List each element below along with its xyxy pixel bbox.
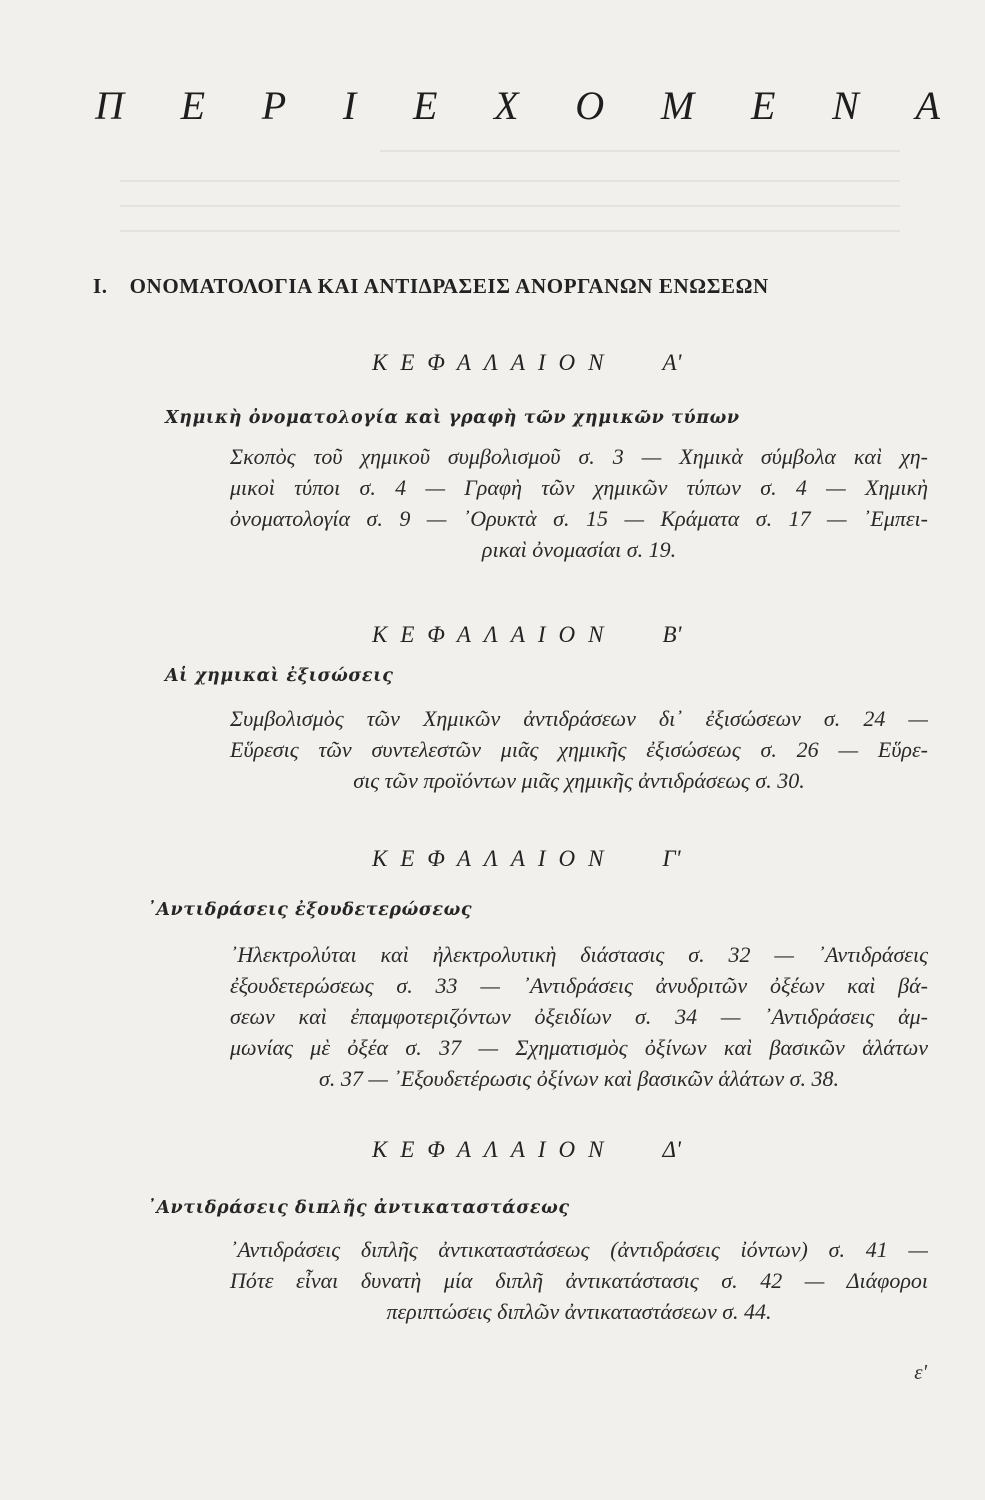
chapter-subtitle: ᾿Αντιδράσεις διπλῆς ἀντικαταστάσεως [147,1198,570,1218]
chapter-subtitle: Αἱ χημικαὶ ἐξισώσεις [165,666,394,686]
title-letter: Ε [180,83,206,128]
contents-line: ᾿Αντιδράσεις διπλῆς ἀντικαταστάσεως (ἀντιδράσεις ἰόντων) σ. 41 — [230,1237,928,1262]
title-letter: Ρ [261,83,287,128]
chapter-label: ΚΕΦΑΛΑΙΟΝ [372,1137,617,1162]
chapter-heading [372,1137,681,1163]
title-letter: Ε [750,83,776,128]
title-letter: Ν [832,83,859,128]
chapter-subtitle: Χημικὴ ὀνοματολογία καὶ γραφὴ τῶν χημικῶν τύπων [165,408,740,428]
chapter-heading [372,846,681,872]
chapter-label: ΚΕΦΑΛΑΙΟΝ [372,622,617,647]
contents-line: Πότε εἶναι δυνατὴ μία διπλῆ ἀντικατάστασις σ. 42 — Διάφοροι [230,1268,928,1293]
contents-line: σ. 37 — ᾿Εξουδετέρωσις ὀξίνων καὶ βασικῶν ἁλάτων σ. 38. [319,1066,839,1091]
chapter-ordinal: Α' [662,350,682,375]
part-title: ΟΝΟΜΑΤΟΛΟΓΙΑ ΚΑΙ ΑΝΤΙΔΡΑΣΕΙΣ ΑΝΟΡΓΑΝΩΝ ΕΝΩΣΕΩΝ [129,274,769,298]
part-heading [93,274,933,299]
contents-line: ὀνοματολογία σ. 9 — ᾿Ορυκτὰ σ. 15 — Κράματα σ. 17 — ᾿Εμπει- [230,506,928,531]
chapter-label: ΚΕΦΑΛΑΙΟΝ [372,350,617,375]
contents-line: ρικαὶ ὀνομασίαι σ. 19. [481,537,677,562]
contents-line: περιπτώσεις διπλῶν ἀντικαταστάσεων σ. 44. [386,1299,772,1324]
chapter-heading [372,350,681,376]
part-number: I. [93,274,108,298]
title-letter: Π [95,83,124,128]
contents-line: ᾿Ηλεκτρολύται καὶ ἠλεκτρολυτικὴ διάστασις σ. 32 — ᾿Αντιδράσεις [230,942,928,967]
contents-line: μωνίας μὲ ὀξέα σ. 37 — Σχηματισμὸς ὀξίνων καὶ βασικῶν ἁλάτων [230,1035,928,1060]
title-letter: Χ [494,83,519,128]
chapter-contents [230,703,928,796]
title-letter: Ι [342,83,357,128]
chapter-contents [230,1234,928,1327]
title-letter: Ε [412,83,438,128]
page-title [95,82,940,129]
chapter-label: ΚΕΦΑΛΑΙΟΝ [372,846,617,871]
chapter-subtitle: ᾿Αντιδράσεις ἐξουδετερώσεως [147,900,473,920]
title-letter: Ο [575,83,605,128]
chapter-heading [372,622,681,648]
contents-line: Σκοπὸς τοῦ χημικοῦ συμβολισμοῦ σ. 3 — Χημικὰ σύμβολα καὶ χη- [230,444,928,469]
chapter-contents [230,939,928,1094]
chapter-ordinal: Β' [662,622,682,647]
contents-line: σις τῶν προϊόντων μιᾶς χημικῆς ἀντιδράσεως σ. 30. [353,768,805,793]
contents-line: Συμβολισμὸς τῶν Χημικῶν ἀντιδράσεων δι᾿ ἐξισώσεων σ. 24 — [230,706,928,731]
contents-line: Εὕρεσις τῶν συντελεστῶν μιᾶς χημικῆς ἐξισώσεως σ. 26 — Εὕρε- [230,737,928,762]
chapter-ordinal: Δ' [662,1137,681,1162]
title-letter: Α [915,83,940,128]
chapter-contents [230,441,928,565]
title-letter: Μ [660,83,695,128]
page-number: ε' [914,1360,927,1384]
chapter-ordinal: Γ' [662,846,681,871]
contents-line: μικοὶ τύποι σ. 4 — Γραφὴ τῶν χημικῶν τύπων σ. 4 — Χημικὴ [230,475,928,500]
contents-line: σεων καὶ ἐπαμφοτεριζόντων ὀξειδίων σ. 34 — ᾿Αντιδράσεις ἀμ- [230,1004,928,1029]
contents-line: ἐξουδετερώσεως σ. 33 — ᾿Αντιδράσεις ἀνυδριτῶν ὀξέων καὶ βά- [230,973,928,998]
